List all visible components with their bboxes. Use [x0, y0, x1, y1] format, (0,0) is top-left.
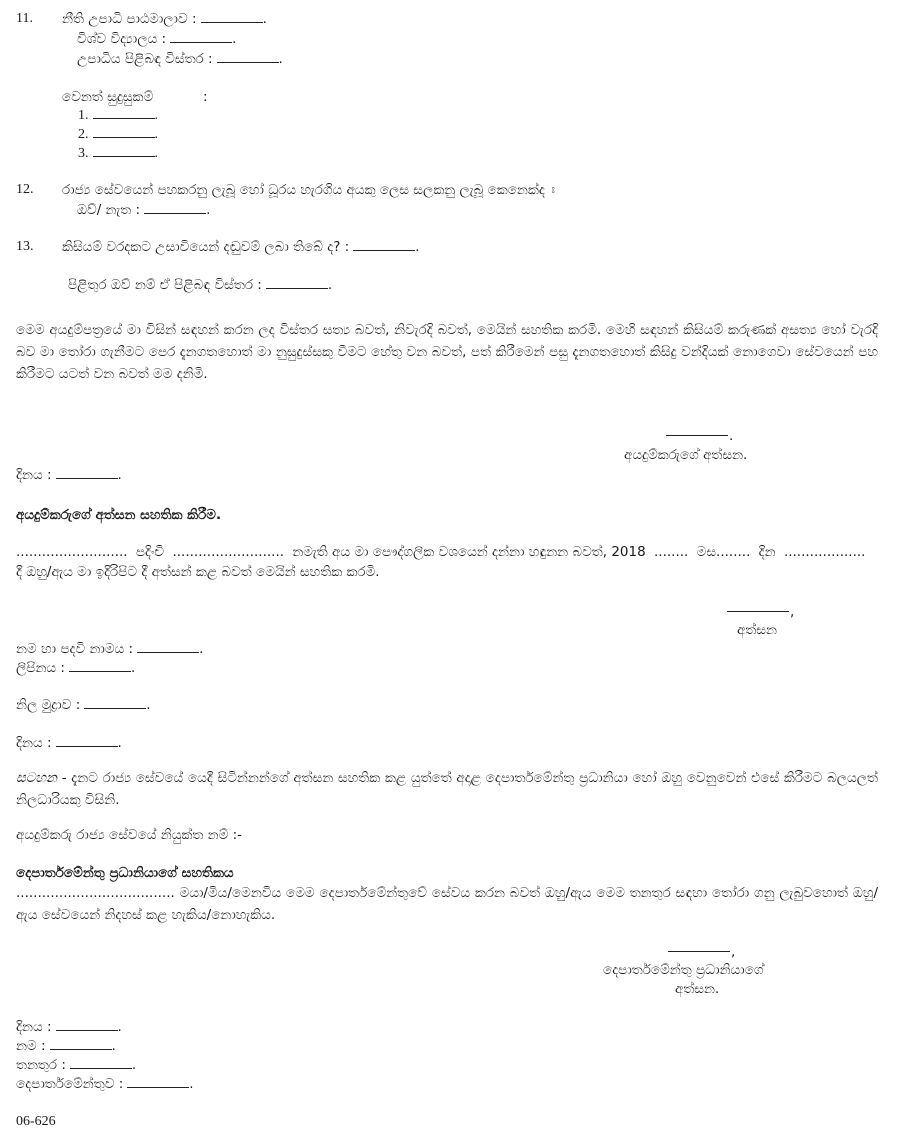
- certifier-signature-label: අත්සන: [737, 622, 777, 638]
- q13-question-label: කිසියම් වරදකට උසාවියෙන් දඬුවම් ලබා තිබේ ද? :: [62, 239, 350, 255]
- cert-residence-blank[interactable]: ..........................: [16, 544, 128, 560]
- q12-answer-label: ඔව්/ නැත :: [77, 202, 141, 218]
- q13-answer-label: පිළිතුර ඔව් නම් ඒ පිළිබඳ විස්තර :: [68, 277, 262, 293]
- cert-known-text: නමැති අය මා පෞද්ගලික වශයෙන් දන්නා හඳුනන බවත්, 2018: [292, 544, 646, 560]
- q11-item-3-blank[interactable]: [93, 144, 155, 157]
- q13-answer-blank[interactable]: [266, 276, 328, 289]
- footer-department-field: දෙපාර්තමේන්තුව : .: [16, 1076, 194, 1092]
- q11-item-2-blank[interactable]: [93, 125, 155, 138]
- date-field-1: දිනය : .: [16, 467, 122, 483]
- q12-answer: ඔව්/ නැත : .: [77, 202, 211, 218]
- footer-name-field: නම : .: [16, 1038, 116, 1054]
- dept-employee-name-blank[interactable]: .....................................: [16, 885, 175, 901]
- q11-item-3: 3. .: [78, 146, 158, 161]
- q11-degree-course-label: නීති උපාධි පාඨමාලාව :: [62, 11, 197, 27]
- q11-number: 11.: [16, 11, 33, 26]
- date-field-2: දිනය : .: [16, 735, 122, 751]
- footer-post-blank[interactable]: [70, 1056, 132, 1069]
- date-blank-2[interactable]: [56, 734, 118, 747]
- dept-head-signature-comma: ,: [731, 944, 736, 960]
- q11-university: විශ්ව විද්‍යාලය : .: [77, 31, 237, 47]
- footer-date-blank[interactable]: [56, 1018, 118, 1031]
- seal-field: නිල මුද්‍රාව : .: [16, 697, 151, 713]
- q12-number: 12.: [16, 182, 34, 197]
- dept-head-signature-label-1: දෙපාර්තමේන්තු ප්‍රධානියාගේ: [603, 962, 764, 978]
- q13-question: කිසියම් වරදකට උසාවියෙන් දඬුවම් ලබා තිබේ ද? : .: [62, 239, 420, 255]
- seal-label: නිල මුද්‍රාව :: [16, 697, 81, 713]
- cert-month-label: මස........: [696, 544, 751, 560]
- applicant-signature-line[interactable]: [666, 434, 728, 436]
- address-blank[interactable]: [69, 659, 131, 672]
- applicant-signature-dot: .: [729, 428, 734, 444]
- cert-name-blank[interactable]: ..........................: [172, 544, 285, 560]
- cert-day-blank[interactable]: ...................: [783, 544, 866, 560]
- name-title-label: නම හා පදවි නාමය :: [16, 641, 134, 657]
- note-prefix: සටහන: [16, 770, 57, 786]
- certification-heading: අයදුම්කරුගේ අත්සන සහතික කිරීම.: [16, 507, 222, 523]
- dept-certificate-body: මයා/මිය/මෙනවිය මෙම දෙපාර්තමේන්තුවේ සේවය කරන බවත් ඔහු/ඇය මෙම තනතුර සඳහා තෝරා ගනු ලැබුවහොත් ඔහු/ඇය සේවයෙන් නිදහස් කළ හැකිය/නොහැකිය.: [16, 885, 878, 923]
- q13-answer: පිළිතුර ඔව් නම් ඒ පිළිබඳ විස්තර : .: [68, 277, 333, 293]
- dept-head-signature-label-2: අත්සන.: [675, 981, 720, 997]
- date-label-2: දිනය :: [16, 735, 52, 751]
- q11-university-label: විශ්ව විද්‍යාලය :: [77, 31, 167, 47]
- footer-date-field: දිනය : .: [16, 1019, 122, 1035]
- footer-department-label: දෙපාර්තමේන්තුව :: [16, 1076, 124, 1092]
- q12-answer-blank[interactable]: [144, 201, 206, 214]
- q11-other-quals-label: වෙනත් සුදුසුකම්: [62, 89, 154, 105]
- date-blank-1[interactable]: [56, 466, 118, 479]
- address-label: ලිපිනය :: [16, 660, 65, 676]
- page-code: 06-626: [16, 1114, 56, 1129]
- footer-post-field: තනතුර : .: [16, 1057, 137, 1073]
- date-label-1: දිනය :: [16, 467, 52, 483]
- name-title-field: නම හා පදවි නාමය : .: [16, 641, 204, 657]
- applicant-signature-label: අයදුම්කරුගේ අත්සන.: [624, 447, 748, 463]
- q11-item-2: 2. .: [78, 127, 158, 142]
- note-paragraph: [16, 767, 878, 811]
- dept-certificate-text: [16, 882, 878, 926]
- certifier-signature-comma: ,: [790, 604, 795, 620]
- q11-degree-course-blank[interactable]: [201, 10, 263, 23]
- dept-head-signature-line[interactable]: [668, 950, 730, 952]
- q13-number: 13.: [16, 239, 34, 254]
- address-field: ලිපිනය : .: [16, 660, 136, 676]
- employed-label: අයදුම්කරු රාජ්‍ය සේවයේ නියුක්ත නම් :-: [16, 827, 243, 843]
- q13-question-blank[interactable]: [353, 238, 415, 251]
- q11-degree-details-blank[interactable]: [217, 50, 279, 63]
- q11-degree-details: උපාධිය පිළිබඳ විස්තර : .: [77, 51, 283, 67]
- cert-day-label: දින: [758, 544, 776, 560]
- cert-residence-label: පදිංචි: [135, 544, 165, 560]
- dept-heading: දෙපාර්තමේන්තු ප්‍රධානියාගේ සහතිකය: [16, 865, 234, 881]
- footer-name-blank[interactable]: [50, 1037, 112, 1050]
- seal-blank[interactable]: [84, 696, 146, 709]
- cert-year-blank[interactable]: ........: [653, 544, 689, 560]
- footer-date-label: දිනය :: [16, 1019, 52, 1035]
- q11-degree-course: නීති උපාධි පාඨමාලාව : .: [62, 11, 267, 27]
- certifier-signature-line[interactable]: [727, 610, 789, 612]
- certification-line-1: [16, 543, 878, 561]
- certification-line-2: දී ඔහු/ඇය මා ඉදිරිපිට දී අත්සන් කළ බවත් මෙයින් සහතික කරමි.: [16, 564, 380, 580]
- footer-post-label: තනතුර :: [16, 1057, 66, 1073]
- q12-question: රාජ්‍ය සේවයෙන් පහකරනු ලැබූ හෝ ධූරය හැරගිය අයකු ලෙස සලකනු ලැබූ කෙනෙක්ද ඃ: [62, 182, 555, 198]
- declaration-paragraph: මෙම අයදුම්පත්‍රයේ මා විසින් සඳහන් කරන ලද විස්තර සත්‍ය බවත්, නිවැරදි බවත්, මෙයින් සහතික කරමි. මෙහි සඳහන් කිසියම් කරුණක් අසත්‍ය හෝ වැරදි බව මා තෝරා ගැනීමට පෙර දැනගතහොත් මා නුසුදුස්සකු වීමට හේතු වන බවත්, පත් කිරීමෙන් පසු දැනගතහොත් කිසිදු වන්දියක් නොගෙවා සේවයෙන් පහ කිරීමට යටත් වන බවත් මම දනිමි.: [16, 322, 878, 382]
- q11-degree-details-label: උපාධිය පිළිබඳ විස්තර :: [77, 51, 213, 67]
- footer-department-blank[interactable]: [127, 1075, 189, 1088]
- q11-other-quals-colon: :: [203, 89, 208, 105]
- note-text: - දැනට රාජ්‍ය සේවයේ යෙදී සිටින්නන්ගේ අත්සන සහතික කළ යුත්තේ අදාළ දෙපාර්තමේන්තු ප්‍රධානියා හෝ ඔහු වෙනුවෙන් එසේ කිරීමට බලයලත් නිලධාරියකු විසිනි.: [16, 770, 878, 808]
- footer-name-label: නම :: [16, 1038, 46, 1054]
- q11-item-1: 1. .: [78, 108, 158, 123]
- q11-university-blank[interactable]: [170, 30, 232, 43]
- name-title-blank[interactable]: [137, 640, 199, 653]
- q11-item-1-blank[interactable]: [93, 106, 155, 119]
